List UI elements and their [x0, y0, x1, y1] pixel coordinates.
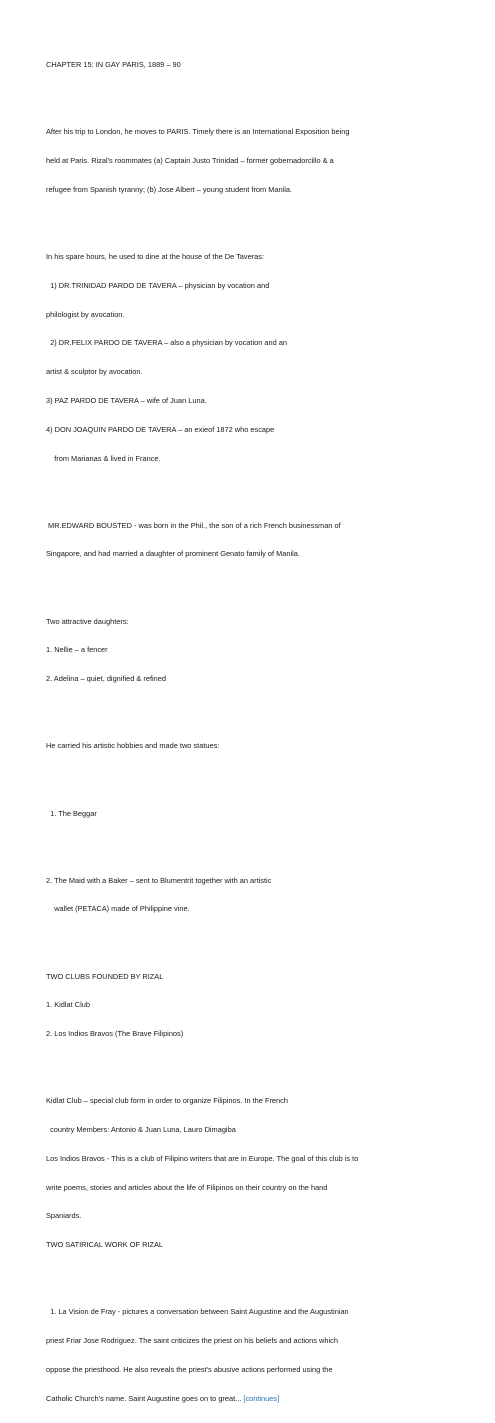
text-line: 1. Kidlat Club [46, 1000, 90, 1010]
chapter-title: CHAPTER 15: IN GAY PARIS, 1889 – 90 [46, 60, 181, 70]
continues-link[interactable]: [continues] [243, 1393, 280, 1403]
document-text [46, 41, 466, 1423]
text-line: oppose the priesthood. He also reveals the priest's abusive actions performed using the [46, 1364, 333, 1374]
text-line: 2. The Maid with a Baker – sent to Blumentrit together with an artistic [46, 875, 272, 885]
text-line: 3) PAZ PARDO DE TAVERA – wife of Juan Luna. [46, 395, 207, 405]
text-line: 4) DON JOAQUIN PARDO DE TAVERA – an exieof 1872 who escape [46, 424, 275, 434]
text-line: Singapore, and had married a daughter of prominent Genato family of Manila. [46, 549, 300, 559]
text-line: 1. La Vision de Fray - pictures a conversation between Saint Augustine and the Augustinian [46, 1307, 349, 1317]
text-line: 1. The Beggar [46, 808, 97, 818]
text-line: 1) DR.TRINIDAD PARDO DE TAVERA – physician by vocation and [46, 280, 270, 290]
text-line: Kidlat Club – special club form in order to organize Filipinos. In the French [46, 1096, 288, 1106]
text-line: philologist by avocation. [46, 309, 125, 319]
text-line: 1. Nellie – a fencer [46, 645, 108, 655]
text-line [46, 1394, 466, 1404]
text-line: Spaniards. [46, 1211, 82, 1221]
text-line: 2. Adelina – quiet, dignified & refined [46, 674, 166, 684]
text-line: artist & sculptor by avocation. [46, 367, 143, 377]
text-line: write poems, stories and articles about the life of Filipinos on their country on the hand [46, 1182, 328, 1192]
text-line: TWO SATIRICAL WORK OF RIZAL [46, 1240, 164, 1250]
text-line: from Marianas & lived in France. [46, 453, 161, 463]
text-line: wallet (PETACA) made of Philippine vine. [46, 904, 190, 914]
text-line: priest Friar Jose Rodriguez. The saint criticizes the priest on his beliefs and actions which [46, 1336, 338, 1346]
text-line: Two attractive daughters: [46, 616, 129, 626]
text-line-end: Catholic Church's name. Saint Augustine goes on to great... [46, 1393, 244, 1403]
text-line: TWO CLUBS FOUNDED BY RIZAL [46, 971, 164, 981]
text-line: In his spare hours, he used to dine at the house of the De Taveras: [46, 252, 265, 262]
text-line: After his trip to London, he moves to PARIS. Timely there is an International Exposition being [46, 127, 350, 137]
text-line: 2. Los Indios Bravos (The Brave Filipinos) [46, 1029, 184, 1039]
text-line: MR.EDWARD BOUSTED - was born in the Phil., the son of a rich French businessman of [46, 520, 341, 530]
text-line: Los Indios Bravos - This is a club of Filipino writers that are in Europe. The goal of this club is to [46, 1153, 359, 1163]
text-line: refugee from Spanish tyranny; (b) Jose Albert – young student from Manila. [46, 184, 293, 194]
text-line: country Members: Antonio & Juan Luna, Lauro Dimagiba [46, 1125, 236, 1135]
text-line: held at Paris. Rizal's roommates (a) Captain Justo Trinidad – former gobernadorcillo & a [46, 156, 334, 166]
text-line: 2) DR.FELIX PARDO DE TAVERA – also a physician by vocation and an [46, 338, 287, 348]
text-line: He carried his artistic hobbies and made two statues: [46, 741, 220, 751]
